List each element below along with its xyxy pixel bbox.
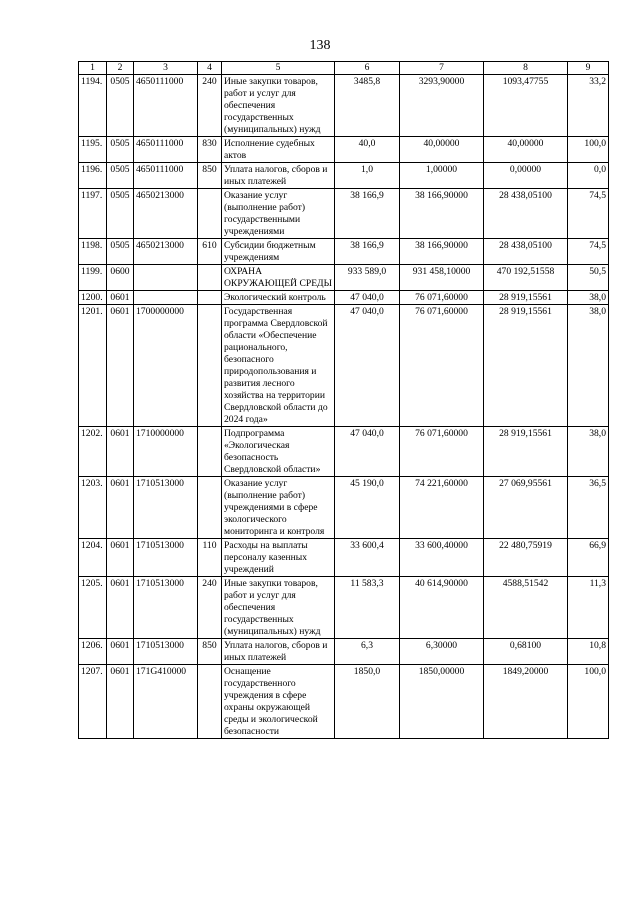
approved-amount-cell: 1,0 — [335, 163, 400, 189]
row-number-cell: 1199. — [79, 265, 107, 291]
section-code-cell: 0601 — [107, 305, 134, 427]
section-code-cell: 0505 — [107, 137, 134, 163]
row-number-cell: 1207. — [79, 665, 107, 739]
table-row — [79, 163, 609, 189]
section-code-cell: 0505 — [107, 163, 134, 189]
expense-type-code-cell: 850 — [198, 163, 222, 189]
target-article-code-cell: 1710000000 — [134, 427, 198, 477]
refined-amount-cell: 3293,90000 — [400, 75, 484, 137]
refined-amount-cell: 40 614,90000 — [400, 577, 484, 639]
target-article-code-cell: 1710513000 — [134, 639, 198, 665]
executed-amount-cell: 28 438,05100 — [484, 189, 568, 239]
section-code-cell: 0600 — [107, 265, 134, 291]
approved-amount-cell: 3485,8 — [335, 75, 400, 137]
column-header-5: 5 — [222, 62, 335, 75]
execution-percent-cell: 38,0 — [568, 427, 609, 477]
refined-amount-cell: 74 221,60000 — [400, 477, 484, 539]
execution-percent-cell: 33,2 — [568, 75, 609, 137]
table-body — [79, 75, 609, 739]
refined-amount-cell: 38 166,90000 — [400, 239, 484, 265]
execution-percent-cell: 36,5 — [568, 477, 609, 539]
expense-type-code-cell — [198, 265, 222, 291]
approved-amount-cell: 45 190,0 — [335, 477, 400, 539]
column-header-4: 4 — [198, 62, 222, 75]
approved-amount-cell: 6,3 — [335, 639, 400, 665]
target-article-code-cell — [134, 291, 198, 305]
item-name-cell: Иные закупки товаров, работ и услуг для обеспечения государственных (муниципальных) нужд — [222, 577, 335, 639]
refined-amount-cell: 76 071,60000 — [400, 305, 484, 427]
row-number-cell: 1206. — [79, 639, 107, 665]
execution-percent-cell: 100,0 — [568, 665, 609, 739]
refined-amount-cell: 6,30000 — [400, 639, 484, 665]
item-name-cell: Оказание услуг (выполнение работ) государственными учреждениями — [222, 189, 335, 239]
table-row — [79, 577, 609, 639]
executed-amount-cell: 1849,20000 — [484, 665, 568, 739]
row-number-cell: 1196. — [79, 163, 107, 189]
column-header-2: 2 — [107, 62, 134, 75]
executed-amount-cell: 22 480,75919 — [484, 539, 568, 577]
execution-percent-cell: 74,5 — [568, 239, 609, 265]
execution-percent-cell: 100,0 — [568, 137, 609, 163]
refined-amount-cell: 76 071,60000 — [400, 291, 484, 305]
executed-amount-cell: 28 919,15561 — [484, 305, 568, 427]
approved-amount-cell: 38 166,9 — [335, 239, 400, 265]
row-number-cell: 1202. — [79, 427, 107, 477]
row-number-cell: 1204. — [79, 539, 107, 577]
refined-amount-cell: 38 166,90000 — [400, 189, 484, 239]
approved-amount-cell: 11 583,3 — [335, 577, 400, 639]
expense-type-code-cell: 240 — [198, 75, 222, 137]
item-name-cell: Исполнение судебных актов — [222, 137, 335, 163]
approved-amount-cell: 47 040,0 — [335, 291, 400, 305]
target-article-code-cell — [134, 265, 198, 291]
execution-percent-cell: 74,5 — [568, 189, 609, 239]
execution-percent-cell: 10,8 — [568, 639, 609, 665]
table-row — [79, 137, 609, 163]
executed-amount-cell: 28 919,15561 — [484, 291, 568, 305]
target-article-code-cell: 4650213000 — [134, 189, 198, 239]
executed-amount-cell: 1093,47755 — [484, 75, 568, 137]
refined-amount-cell: 33 600,40000 — [400, 539, 484, 577]
row-number-cell: 1203. — [79, 477, 107, 539]
target-article-code-cell: 4650111000 — [134, 75, 198, 137]
item-name-cell: Оснащение государственного учреждения в сфере охраны окружающей среды и экологической безопасности — [222, 665, 335, 739]
item-name-cell: Подпрограмма «Экологическая безопасность Свердловской области» — [222, 427, 335, 477]
target-article-code-cell: 1700000000 — [134, 305, 198, 427]
table-row — [79, 427, 609, 477]
executed-amount-cell: 28 919,15561 — [484, 427, 568, 477]
expense-type-code-cell — [198, 665, 222, 739]
column-header-3: 3 — [134, 62, 198, 75]
section-code-cell: 0601 — [107, 539, 134, 577]
execution-percent-cell: 38,0 — [568, 291, 609, 305]
table-row — [79, 291, 609, 305]
row-number-cell: 1200. — [79, 291, 107, 305]
expense-type-code-cell — [198, 291, 222, 305]
item-name-cell: Расходы на выплаты персоналу казенных учреждений — [222, 539, 335, 577]
row-number-cell: 1198. — [79, 239, 107, 265]
execution-percent-cell: 66,9 — [568, 539, 609, 577]
approved-amount-cell: 40,0 — [335, 137, 400, 163]
item-name-cell: Оказание услуг (выполнение работ) учреждениями в сфере экологического мониторинга и контроля — [222, 477, 335, 539]
column-header-9: 9 — [568, 62, 609, 75]
executed-amount-cell: 470 192,51558 — [484, 265, 568, 291]
executed-amount-cell: 27 069,95561 — [484, 477, 568, 539]
table-row — [79, 75, 609, 137]
target-article-code-cell: 1710513000 — [134, 539, 198, 577]
table-row — [79, 539, 609, 577]
table-row — [79, 665, 609, 739]
expense-type-code-cell — [198, 477, 222, 539]
section-code-cell: 0601 — [107, 291, 134, 305]
row-number-cell: 1205. — [79, 577, 107, 639]
refined-amount-cell: 40,00000 — [400, 137, 484, 163]
column-header-8: 8 — [484, 62, 568, 75]
column-header-7: 7 — [400, 62, 484, 75]
section-code-cell: 0601 — [107, 477, 134, 539]
executed-amount-cell: 40,00000 — [484, 137, 568, 163]
section-code-cell: 0601 — [107, 427, 134, 477]
target-article-code-cell: 4650111000 — [134, 163, 198, 189]
target-article-code-cell: 4650111000 — [134, 137, 198, 163]
execution-percent-cell: 11,3 — [568, 577, 609, 639]
table-row — [79, 239, 609, 265]
approved-amount-cell: 33 600,4 — [335, 539, 400, 577]
execution-percent-cell: 38,0 — [568, 305, 609, 427]
page-number: 138 — [309, 38, 331, 53]
executed-amount-cell: 0,00000 — [484, 163, 568, 189]
section-code-cell: 0505 — [107, 189, 134, 239]
item-name-cell: Иные закупки товаров, работ и услуг для обеспечения государственных (муниципальных) нужд — [222, 75, 335, 137]
section-code-cell: 0505 — [107, 75, 134, 137]
expense-type-code-cell — [198, 427, 222, 477]
column-header-6: 6 — [335, 62, 400, 75]
section-code-cell: 0601 — [107, 665, 134, 739]
section-code-cell: 0505 — [107, 239, 134, 265]
table-row — [79, 639, 609, 665]
target-article-code-cell: 171G410000 — [134, 665, 198, 739]
expense-type-code-cell: 110 — [198, 539, 222, 577]
refined-amount-cell: 76 071,60000 — [400, 427, 484, 477]
approved-amount-cell: 47 040,0 — [335, 427, 400, 477]
refined-amount-cell: 1850,00000 — [400, 665, 484, 739]
target-article-code-cell: 4650213000 — [134, 239, 198, 265]
refined-amount-cell: 931 458,10000 — [400, 265, 484, 291]
table-header — [79, 62, 609, 75]
expense-type-code-cell: 610 — [198, 239, 222, 265]
item-name-cell: ОХРАНА ОКРУЖАЮЩЕЙ СРЕДЫ — [222, 265, 335, 291]
approved-amount-cell: 933 589,0 — [335, 265, 400, 291]
row-number-cell: 1194. — [79, 75, 107, 137]
target-article-code-cell: 1710513000 — [134, 577, 198, 639]
section-code-cell: 0601 — [107, 577, 134, 639]
header-row — [79, 62, 609, 75]
item-name-cell: Государственная программа Свердловской области «Обеспечение рационального, безопасного природопользования и развития лесного хозяйства на территории Свердловской области до 2024 года» — [222, 305, 335, 427]
execution-percent-cell: 50,5 — [568, 265, 609, 291]
expense-type-code-cell — [198, 189, 222, 239]
target-article-code-cell: 1710513000 — [134, 477, 198, 539]
column-header-1: 1 — [79, 62, 107, 75]
expense-type-code-cell: 850 — [198, 639, 222, 665]
row-number-cell: 1201. — [79, 305, 107, 427]
table-row — [79, 189, 609, 239]
row-number-cell: 1195. — [79, 137, 107, 163]
table-row — [79, 265, 609, 291]
executed-amount-cell: 4588,51542 — [484, 577, 568, 639]
refined-amount-cell: 1,00000 — [400, 163, 484, 189]
expense-type-code-cell — [198, 305, 222, 427]
approved-amount-cell: 1850,0 — [335, 665, 400, 739]
budget-table — [78, 61, 609, 739]
approved-amount-cell: 38 166,9 — [335, 189, 400, 239]
execution-percent-cell: 0,0 — [568, 163, 609, 189]
expense-type-code-cell: 830 — [198, 137, 222, 163]
expense-type-code-cell: 240 — [198, 577, 222, 639]
item-name-cell: Уплата налогов, сборов и иных платежей — [222, 639, 335, 665]
section-code-cell: 0601 — [107, 639, 134, 665]
item-name-cell: Экологический контроль — [222, 291, 335, 305]
item-name-cell: Уплата налогов, сборов и иных платежей — [222, 163, 335, 189]
table-row — [79, 305, 609, 427]
executed-amount-cell: 28 438,05100 — [484, 239, 568, 265]
executed-amount-cell: 0,68100 — [484, 639, 568, 665]
approved-amount-cell: 47 040,0 — [335, 305, 400, 427]
item-name-cell: Субсидии бюджетным учреждениям — [222, 239, 335, 265]
table-row — [79, 477, 609, 539]
row-number-cell: 1197. — [79, 189, 107, 239]
